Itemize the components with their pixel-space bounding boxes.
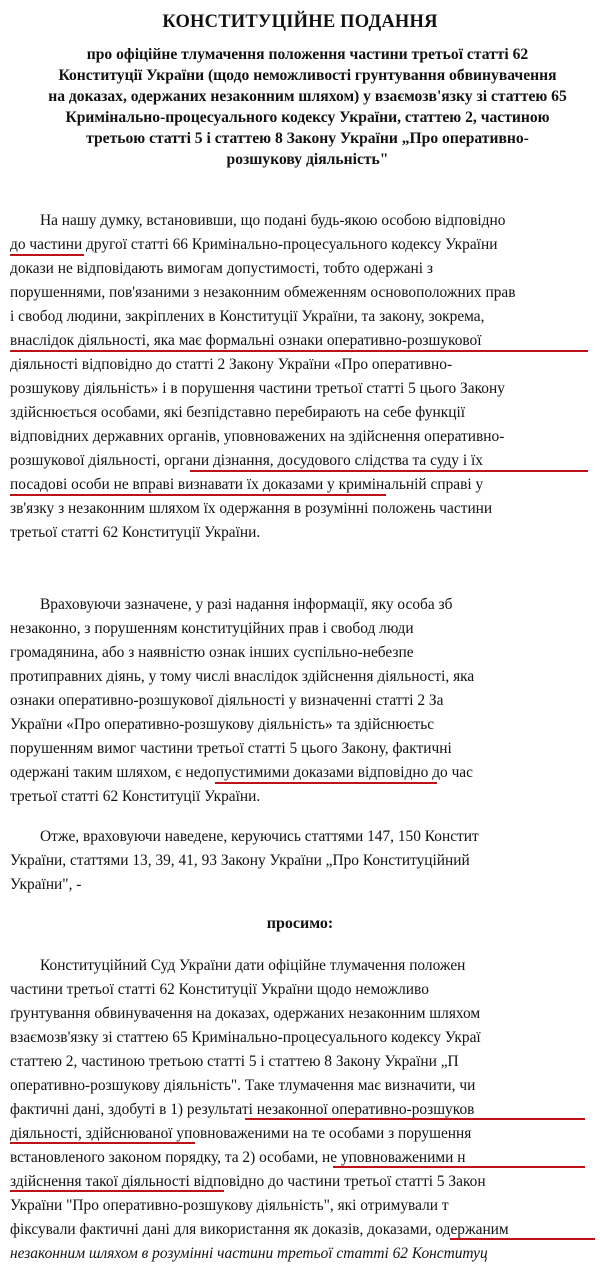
text-line: статтею 2, частиною третьою статті 5 і статтею 8 Закону України „П	[10, 1053, 459, 1070]
text-line: порушенням вимог частини третьої статті 5 цього Закону, фактичні	[10, 740, 452, 757]
text-line: здійснюється особами, які безпідставно перебирають на себе функції	[10, 404, 466, 421]
text-line: фіксували фактичні дані для використання як доказів, доказами, одержаним	[10, 1221, 509, 1238]
text-line: встановленого законом порядку, та 2) особами, не уповноваженими н	[10, 1149, 466, 1166]
text-line: України", -	[10, 876, 82, 893]
text-line: відповідних державних органів, уповноважених на здійснення оперативно-	[10, 428, 505, 445]
text-line: Враховуючи зазначене, у разі надання інформації, яку особа зб	[40, 596, 453, 613]
highlight-underline	[10, 1142, 195, 1144]
request-heading: просимо:	[266, 915, 334, 932]
highlight-underline	[215, 782, 437, 784]
text-line: третьої статті 62 Конституції України.	[10, 788, 261, 805]
text-line: зв'язку з незаконним шляхом їх одержання в розумінні положень частини	[10, 500, 493, 517]
text-line: ознаки оперативно-розшукової діяльності у визначенні статті 2 За	[10, 692, 444, 709]
text-line: громадянина, або з наявністю ознак інших суспільно-небезпе	[10, 644, 414, 661]
text-line: порушеннями, пов'язаними з незаконним обмеженням основоположних прав	[10, 284, 516, 301]
highlight-underline	[245, 1118, 585, 1120]
text-line: незаконним шляхом в розумінні частини третьої статті 62 Конституц	[10, 1245, 488, 1262]
text-line: На нашу думку, встановивши, що подані будь-якою особою відповідно	[40, 212, 506, 229]
text-line: незаконно, з порушенням конституційних прав і свобод люди	[10, 620, 414, 637]
subtitle-line: третьою статті 5 і статтею 8 Закону України „Про оперативно-	[86, 130, 529, 147]
text-line: одержані таким шляхом, є недопустимими доказами відповідно до час	[10, 764, 473, 781]
text-line: до частини другої статті 66 Кримінально-процесуального кодексу України	[10, 236, 498, 253]
subtitle-line: Конституції України (щодо неможливості грунтування обвинувачення	[58, 67, 557, 84]
text-line: діяльності, здійснюваної уповноваженими на те особами з порушення	[10, 1125, 472, 1142]
text-line: оперативно-розшукову діяльність". Таке тлумачення має визначити, чи	[10, 1077, 476, 1094]
highlight-underline	[10, 1190, 224, 1192]
subtitle-line: Кримінально-процесуального кодексу України, статтею 2, частиною	[65, 109, 550, 126]
text-line: Отже, враховуючи наведене, керуючись статтями 147, 150 Констит	[40, 828, 479, 845]
subtitle-line: про офіційне тлумачення положення частини третьої статті 62	[86, 46, 529, 63]
text-line: фактичні дані, здобуті в 1) результаті незаконної оперативно-розшуков	[10, 1101, 475, 1118]
highlight-underline	[333, 1166, 585, 1168]
highlight-underline	[10, 350, 588, 352]
text-line: і свобод людини, закріплених в Конституції України, та закону, зокрема,	[10, 308, 485, 325]
text-line: докази не відповідають вимогам допустимості, тобто одержані з	[10, 260, 433, 277]
text-line: ґрунтування обвинувачення на доказах, одержаних незаконним шляхом	[10, 1005, 481, 1022]
document-subtitle	[40, 44, 575, 170]
highlight-underline	[10, 254, 84, 256]
text-line: внаслідок діяльності, яка має формальні ознаки оперативно-розшукової	[10, 332, 482, 349]
document-title: КОНСТИТУЦІЙНЕ ПОДАННЯ	[162, 12, 438, 32]
text-line: України «Про оперативно-розшукову діяльність» та здійснюєтьс	[10, 716, 435, 733]
text-line: діяльності відповідно до статті 2 Закону України «Про оперативно-	[10, 356, 453, 373]
highlight-underline	[190, 470, 588, 472]
text-line: розшукової діяльності, органи дізнання, досудового слідства та суду і їх	[10, 452, 483, 469]
text-line: взаємозв'язку зі статтею 65 Кримінально-процесуального кодексу Украї	[10, 1029, 481, 1046]
text-line: розшукову діяльність» і в порушення частини третьої статті 5 цього Закону	[10, 380, 505, 397]
text-line: третьої статті 62 Конституції України.	[10, 524, 261, 541]
text-line: України, статтями 13, 39, 41, 93 Закону України „Про Конституційний	[10, 852, 470, 869]
subtitle-line: на доказах, одержаних незаконним шляхом) у взаємозв'язку зі статтею 65	[48, 88, 567, 105]
text-line: протиправних діянь, у тому числі внаслідок здійснення діяльності, яка	[10, 668, 475, 685]
text-line: частини третьої статті 62 Конституції України щодо неможливо	[10, 981, 429, 998]
highlight-underline	[450, 1238, 595, 1240]
text-line: здійснення такої діяльності відповідно до частини третьої статті 5 Закон	[10, 1173, 486, 1190]
text-line: Конституційний Суд України дати офіційне тлумачення положен	[40, 957, 466, 974]
text-line: посадові особи не вправі визнавати їх доказами у кримінальній справі у	[10, 476, 484, 493]
subtitle-line: розшукову діяльність"	[226, 151, 389, 168]
highlight-underline	[10, 494, 386, 496]
text-line: України "Про оперативно-розшукову діяльність", які отримували т	[10, 1197, 449, 1214]
